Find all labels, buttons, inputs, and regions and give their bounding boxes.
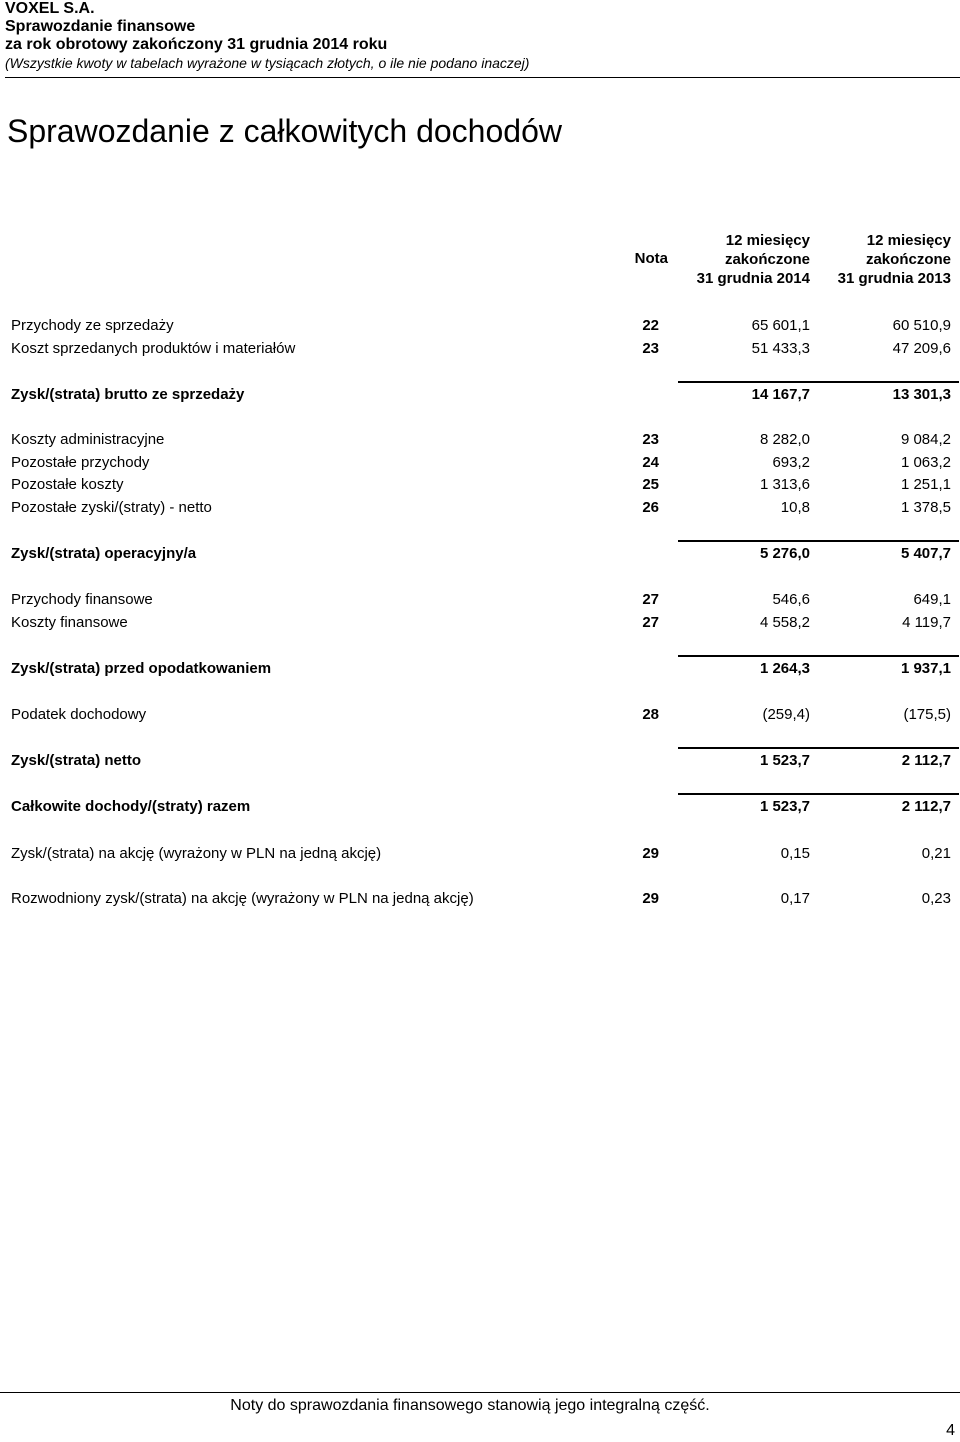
row-nota: 25 xyxy=(642,476,659,493)
row-value-2013: 2 112,7 xyxy=(901,752,951,769)
table-row xyxy=(0,454,960,476)
subtotal-row xyxy=(0,752,960,774)
row-value-2013: 1 937,1 xyxy=(900,660,951,677)
document-title: Sprawozdanie finansowe xyxy=(5,18,196,35)
row-label: Podatek dochodowy xyxy=(11,706,147,723)
table-row xyxy=(0,890,960,912)
row-label: Pozostałe zyski/(straty) - netto xyxy=(11,499,212,516)
row-label: Całkowite dochody/(straty) razem xyxy=(11,798,251,815)
row-value-2014: 14 167,7 xyxy=(751,386,810,403)
row-value-2013: 1 063,2 xyxy=(900,454,951,471)
row-nota: 23 xyxy=(642,340,659,357)
row-nota: 22 xyxy=(642,317,659,334)
table-row xyxy=(0,614,960,636)
row-value-2014: 4 558,2 xyxy=(759,614,810,631)
subtotal-row xyxy=(0,386,960,408)
subtotal-rule xyxy=(678,747,959,749)
subtotal-rule xyxy=(678,540,959,542)
subtotal-rule xyxy=(678,793,959,795)
row-value-2013: 0,21 xyxy=(921,845,951,862)
row-value-2013: 13 301,3 xyxy=(892,386,951,403)
row-label: Zysk/(strata) przed opodatkowaniem xyxy=(11,660,272,677)
column-header-2013-line2: zakończone xyxy=(865,251,951,268)
row-label: Zysk/(strata) netto xyxy=(11,752,142,769)
row-nota: 24 xyxy=(642,454,659,471)
currency-note: (Wszystkie kwoty w tabelach wyrażone w tysiącach złotych, o ile nie podano inaczej) xyxy=(5,55,530,71)
document-header xyxy=(5,0,529,72)
row-nota: 29 xyxy=(642,890,659,907)
row-value-2014: 1 264,3 xyxy=(759,660,810,677)
row-value-2013: 1 378,5 xyxy=(900,499,951,516)
subtotal-row xyxy=(0,798,960,820)
reporting-period: za rok obrotowy zakończony 31 grudnia 2014 roku xyxy=(5,36,388,53)
row-label: Zysk/(strata) na akcję (wyrażony w PLN na jedną akcję) xyxy=(11,845,382,862)
row-value-2014: 5 276,0 xyxy=(759,545,810,562)
column-header-2014 xyxy=(660,231,810,288)
footer-text: Noty do sprawozdania finansowego stanowią jego integralną część. xyxy=(230,1397,710,1414)
column-header-2013-line1: 12 miesięcy xyxy=(866,232,951,249)
table-row xyxy=(0,431,960,453)
row-value-2014: 65 601,1 xyxy=(751,317,810,334)
table-row xyxy=(0,706,960,728)
row-label: Zysk/(strata) operacyjny/a xyxy=(11,545,197,562)
row-nota: 27 xyxy=(642,591,659,608)
column-header-2013-line3: 31 grudnia 2013 xyxy=(837,270,951,287)
subtotal-rule xyxy=(678,655,959,657)
row-nota: 26 xyxy=(642,499,659,516)
subtotal-row xyxy=(0,660,960,682)
footer-note xyxy=(0,1397,960,1415)
row-label: Przychody ze sprzedaży xyxy=(11,317,174,334)
row-nota: 23 xyxy=(642,431,659,448)
page-number: 4 xyxy=(946,1422,955,1439)
row-value-2014: 1 523,7 xyxy=(759,752,810,769)
footer-divider xyxy=(0,1392,960,1393)
column-header-2014-line1: 12 miesięcy xyxy=(725,232,810,249)
row-value-2014: 546,6 xyxy=(772,591,810,608)
row-value-2013: 1 251,1 xyxy=(900,476,951,493)
row-value-2013: 649,1 xyxy=(913,591,951,608)
column-header-2013 xyxy=(800,231,951,288)
row-label: Koszty administracyjne xyxy=(11,431,165,448)
row-value-2014: 1 523,7 xyxy=(759,798,810,815)
row-value-2014: (259,4) xyxy=(762,706,810,723)
row-value-2014: 10,8 xyxy=(780,499,810,516)
row-value-2013: 5 407,7 xyxy=(900,545,951,562)
row-value-2014: 1 313,6 xyxy=(759,476,810,493)
column-header-2014-line3: 31 grudnia 2014 xyxy=(696,270,810,287)
row-value-2014: 0,15 xyxy=(780,845,810,862)
row-label: Koszty finansowe xyxy=(11,614,128,631)
header-divider xyxy=(5,77,960,78)
table-row xyxy=(0,340,960,362)
table-row xyxy=(0,499,960,521)
subtotal-row xyxy=(0,545,960,567)
table-row xyxy=(0,845,960,867)
row-label: Koszt sprzedanych produktów i materiałów xyxy=(11,340,296,357)
row-label: Przychody finansowe xyxy=(11,591,153,608)
row-label: Rozwodniony zysk/(strata) na akcję (wyrażony w PLN na jedną akcję) xyxy=(11,890,474,907)
row-value-2014: 51 433,3 xyxy=(751,340,810,357)
row-value-2014: 8 282,0 xyxy=(759,431,810,448)
row-nota: 28 xyxy=(642,706,659,723)
row-value-2013: 2 112,7 xyxy=(901,798,951,815)
company-name: VOXEL S.A. xyxy=(5,0,95,17)
row-value-2014: 0,17 xyxy=(780,890,810,907)
row-label: Pozostałe koszty xyxy=(11,476,124,493)
row-value-2013: 0,23 xyxy=(921,890,951,907)
row-value-2013: 60 510,9 xyxy=(892,317,951,334)
page-title: Sprawozdanie z całkowitych dochodów xyxy=(7,113,562,149)
row-label: Zysk/(strata) brutto ze sprzedaży xyxy=(11,386,245,403)
row-nota: 27 xyxy=(642,614,659,631)
table-row xyxy=(0,476,960,498)
row-value-2013: (175,5) xyxy=(903,706,951,723)
column-header-nota: Nota xyxy=(634,250,668,267)
row-value-2013: 47 209,6 xyxy=(892,340,951,357)
subtotal-rule xyxy=(678,381,959,383)
row-nota: 29 xyxy=(642,845,659,862)
row-value-2014: 693,2 xyxy=(772,454,810,471)
column-header-2014-line2: zakończone xyxy=(724,251,810,268)
table-row xyxy=(0,317,960,339)
row-label: Pozostałe przychody xyxy=(11,454,150,471)
row-value-2013: 9 084,2 xyxy=(900,431,951,448)
table-row xyxy=(0,591,960,613)
row-value-2013: 4 119,7 xyxy=(902,614,951,631)
